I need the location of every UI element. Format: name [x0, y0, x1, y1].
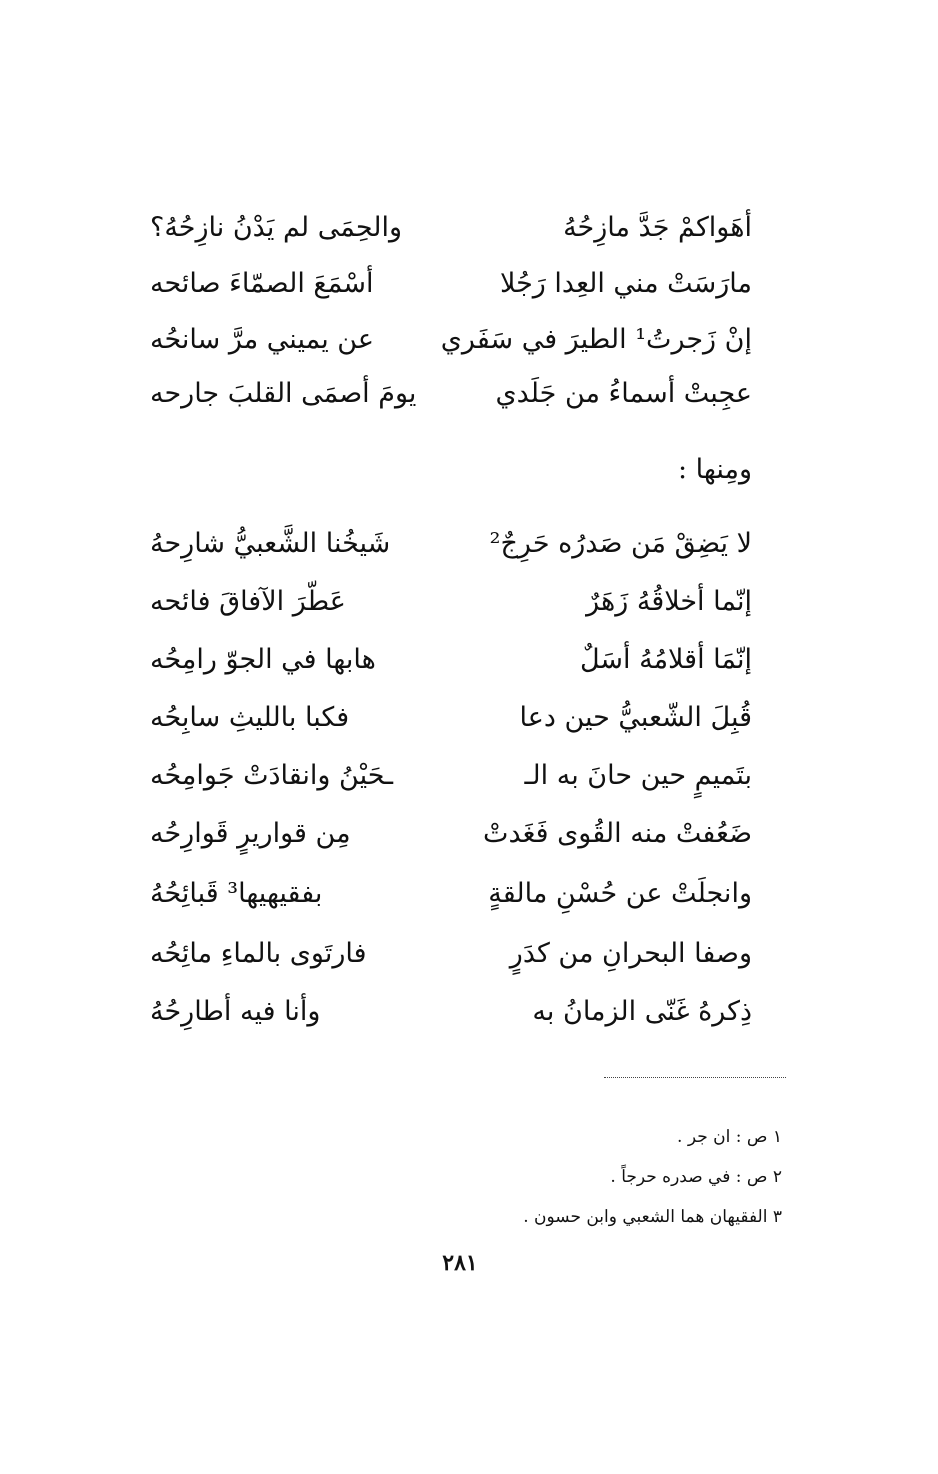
verse-second-hemistich: فكبا بالليثِ سابِحُه	[150, 702, 350, 733]
footnote-divider	[604, 1077, 786, 1078]
verse-first-hemistich: ضَعُفتْ منه القُوى فَغَدتْ	[483, 818, 752, 849]
footnote: ١ ص : ان جر .	[677, 1127, 782, 1147]
verse-line	[150, 206, 752, 250]
verse-first-hemistich: إنّما أخلاقُهُ زَهَرٌ	[586, 586, 752, 617]
verse-first-hemistich: بتَميمٍ حين حانَ به الـ	[524, 760, 752, 791]
verse-line	[150, 754, 752, 798]
verse-second-hemistich: شَيخُنا الشَّعبيُّ شارِحهُ	[150, 528, 391, 559]
verse-first-hemistich: إنْ زَجرتُ¹ الطيرَ في سَفَري	[440, 324, 752, 355]
verse-first-hemistich: لا يَضِقْ مَن صَدرُه حَرِجٌ²	[489, 528, 752, 559]
footnote: ٣ الفقيهان هما الشعبي وابن حسون .	[523, 1207, 782, 1227]
verse-line	[150, 262, 752, 306]
verse-line	[150, 522, 752, 566]
verse-line	[150, 990, 752, 1034]
verse-line	[150, 372, 752, 416]
section-heading: ومِنها :	[678, 454, 752, 485]
verse-line	[150, 812, 752, 856]
verse-first-hemistich: إنّمَا أقلامُهُ أسَلٌ	[579, 644, 752, 675]
verse-second-hemistich: ـحَيْنُ وانقادَتْ جَوامِحُه	[150, 760, 394, 791]
verse-first-hemistich: أهَواكمْ جَدَّ مازِحُهُ	[563, 212, 752, 243]
verse-first-hemistich: وانجلَتْ عن حُسْنِ مالقةٍ	[488, 878, 752, 909]
verse-first-hemistich: قُبِلَ الشّعبيُّ حين دعا	[519, 702, 752, 733]
verse-first-hemistich: ذِكرهُ غَنّى الزمانُ به	[532, 996, 752, 1027]
verse-second-hemistich: وأنا فيه أطارِحُهُ	[150, 996, 321, 1027]
verse-second-hemistich: فارتَوى بالماءِ مائِحُه	[150, 938, 367, 969]
verse-line	[150, 872, 752, 916]
verse-first-hemistich: وصفا البحرانِ من كدَرٍ	[509, 938, 752, 969]
verse-first-hemistich: مارَسَتْ مني العِدا رَجُلا	[500, 268, 752, 299]
page-number: ٢٨١	[442, 1250, 478, 1276]
verse-second-hemistich: أسْمَعَ الصمّاءَ صائحه	[150, 268, 374, 299]
verse-second-hemistich: مِن قواريرٍ قَوارِحُه	[150, 818, 351, 849]
footnote: ٢ ص : في صدره حرجاً .	[610, 1167, 782, 1187]
verse-line	[150, 580, 752, 624]
verse-second-hemistich: عَطّرَ الآفاقَ فائحه	[150, 586, 346, 617]
verse-line	[150, 696, 752, 740]
verse-second-hemistich: عن يميني مرَّ سانحُه	[150, 324, 374, 355]
verse-second-hemistich: بفقيهيها³ قَبائِحُهُ	[150, 878, 323, 909]
verse-line	[150, 638, 752, 682]
verse-line	[150, 318, 752, 362]
verse-first-hemistich: عجِبتْ أسماءُ من جَلَدي	[495, 378, 752, 409]
verse-line	[150, 932, 752, 976]
verse-second-hemistich: هابها في الجوّ رامِحُه	[150, 644, 376, 675]
verse-second-hemistich: يومَ أصمَى القلبَ جارحه	[150, 378, 417, 409]
verse-second-hemistich: والحِمَى لم يَدْنُ نازِحُهُ؟	[150, 212, 403, 243]
